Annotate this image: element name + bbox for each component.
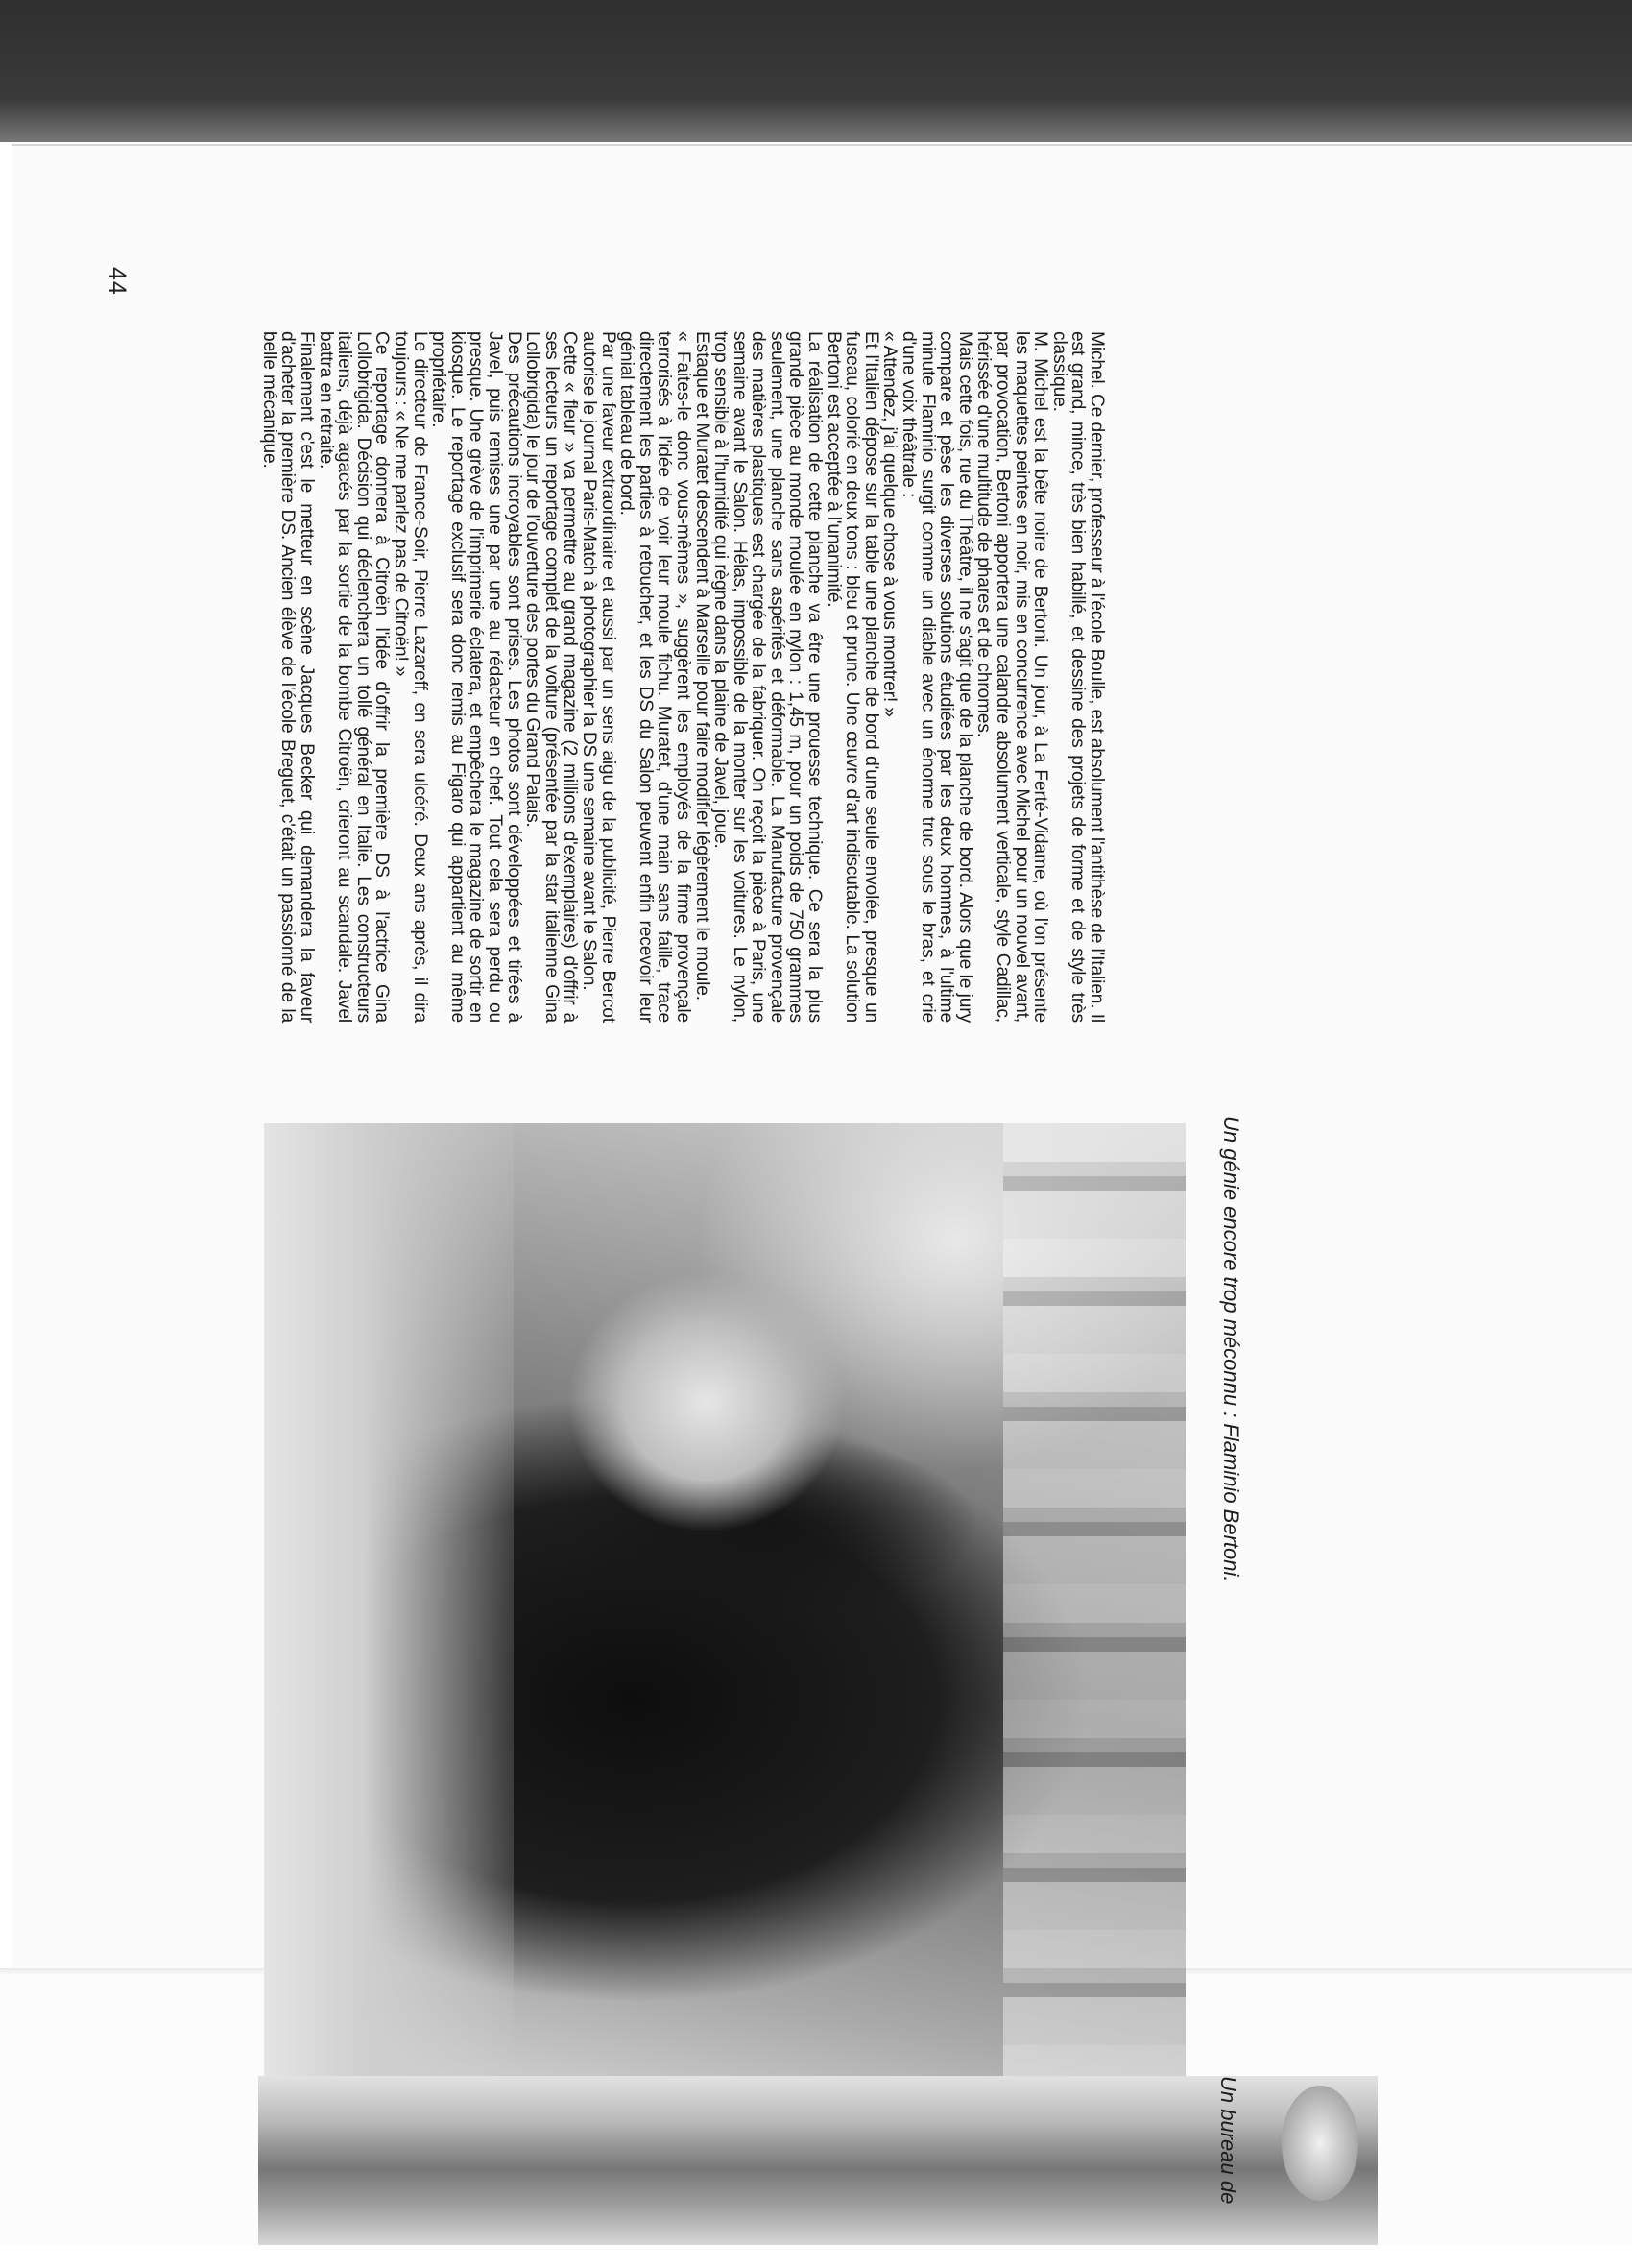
paragraph: « Attendez, j'ai quelque chose à vous montrer! » xyxy=(879,331,900,717)
paragraph: Finalement c'est le metteur en scène Jacques Becker qui demandera la faveur d'acheter la première DS. Ancien élève de l'école Breguet, c'était un passionné de la belle mécanique. xyxy=(258,331,318,1023)
paragraph: La réalisation de cette planche va être une prouesse technique. Ce sera la plus grande pièce au monde moulée en nylon : 1,45 m, pour un poids de 750 grammes seulement, une planche sans aspérités et déformable. La Manufacture provençale des matières plastiques est chargée de la fabriquer. On reçoit la pièce à Paris, une semaine avant le Salon. Hélas, impossible de la monter sur les voitures. Le nylon, trop sensible à l'humidité qui règne dans la plaine de Javel, joue. xyxy=(710,331,826,1023)
paragraph: Cette « fleur » va permettre au grand magazine (2 millions d'exemplaires) d'offrir à ses lecteurs un reportage complet de la voiture (présentée par la star italienne Gina Lollobrigida) le jour de l'ouverture des portes du Grand Palais. xyxy=(522,331,581,1023)
scanner-top-band xyxy=(0,0,1632,142)
bertoni-photo xyxy=(264,1123,1186,2084)
second-photo-caption: Un bureau de xyxy=(1216,2076,1240,2205)
photo-caption: Un génie encore trop méconnu : Flaminio Bertoni. xyxy=(1219,1116,1243,1582)
paragraph: Des précautions incroyables sont prises. Les photos sont développées et tirées à Javel, puis remises une par une au rédacteur en chef. Tout cela sera perdu ou presque. Une grève de l'imprimerie éclatera, et empêchera le magazine de sortir en kiosque. Le reportage exclusif sera donc remis au Figaro qui appartient au même propriétaire. xyxy=(428,331,524,1023)
paragraph: Mais cette fois, rue du Théâtre, il ne s'agit que de la planche de bord. Alors que le jury compare et pèse les diverses solutions étudiées par les deux hommes, à l'ultime minute Flaminio surgit comme un diable avec un énorme truc sous le bras, et crie d'une voix théâtrale : xyxy=(899,331,975,1023)
paragraph: Estaque et Muratet descendent à Marseille pour faire modifier légèrement le moule. xyxy=(691,331,712,1001)
office-photo xyxy=(258,2076,1378,2245)
paragraph: M. Michel est la bête noire de Bertoni. Un jour, à La Ferté-Vidame, où l'on présente les maquettes peintes en noir, mis en concurrence avec Michel pour un nouvel avant, par provocation, Bertoni apportera une calandre absolument verticale, style Cadillac, hérissée d'une multitude de phares et de chromes. xyxy=(973,331,1051,1023)
paragraph: Michel. Ce dernier, professeur à l'école Boulle, est absolument l'antithèse de l'Italien. Il est grand, mince, très bien habillé, et dessine des projets de forme et de style très classique. xyxy=(1048,331,1107,1023)
paragraph: Ce reportage donnera à Citroën l'idée d'offrir la première DS à l'actrice Gina Lollobrigida. Décision qui déclenchera un tollé général en Italie. Les constructeurs italiens, déjà agacés par la sortie de la bombe Citroën, crieront au scandale. Javel battra en retraite. xyxy=(315,331,393,1023)
article-text xyxy=(136,331,1106,1023)
paragraph: Et l'Italien dépose sur la table une planche de bord d'une seule envolée, presque un fuseau, colorié en deux tons : bleu et prune. Une œuvre d'art indiscutable. La solution Bertoni est acceptée à l'unanimité. xyxy=(823,331,881,1023)
paragraph: Le directeur de France-Soir, Pierre Lazareff, en sera ulcéré. Deux ans après, il dira toujours : « Ne me parlez pas de Citroën! » xyxy=(391,331,430,1023)
paragraph: « Faites-le donc vous-mêmes », suggèrent les employés de la firme provençale terrorisés à l'idée de voir leur moule fichu. Muratet, d'une main sans faille, trace directement les parties à retoucher, et les DS du Salon peuvent enfin recevoir leur génial tableau de bord. xyxy=(616,331,693,1023)
page-number: 44 xyxy=(104,267,131,296)
photo-background-detail xyxy=(1003,1123,1186,2084)
paragraph: Par une faveur extraordinaire et aussi par un sens aigu de la publicité, Pierre Bercot autorise le journal Paris-Match à photographier la DS une semaine avant le Salon. xyxy=(578,331,618,1023)
photo-foreground-detail xyxy=(264,1123,514,2084)
lamp-detail xyxy=(1282,2086,1358,2201)
